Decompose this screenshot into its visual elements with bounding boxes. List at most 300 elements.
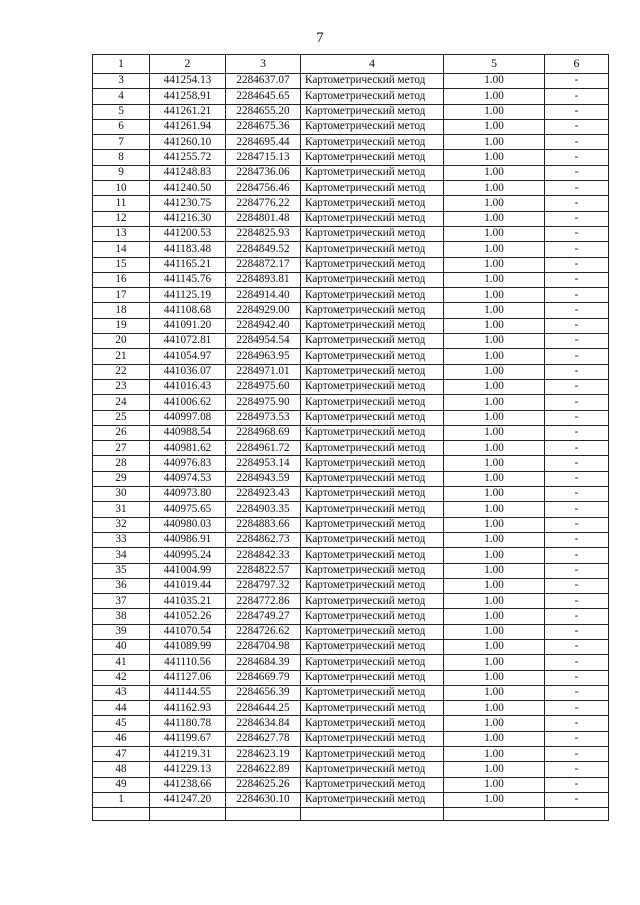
table-row	[93, 502, 609, 517]
table-row	[93, 517, 609, 532]
note-cell: -	[545, 135, 609, 150]
x-coordinate-cell: 441035.21	[150, 594, 226, 609]
method-cell: Картометрический метод	[301, 349, 444, 364]
method-cell: Картометрический метод	[301, 135, 444, 150]
y-coordinate-cell: 2284883.66	[226, 517, 301, 532]
empty-cell	[545, 808, 609, 821]
y-coordinate-cell: 2284943.59	[226, 471, 301, 486]
y-coordinate-cell: 2284772.86	[226, 594, 301, 609]
y-coordinate-cell: 2284695.44	[226, 135, 301, 150]
point-number-cell: 33	[93, 532, 150, 547]
y-coordinate-cell: 2284942.40	[226, 318, 301, 333]
accuracy-cell: 1.00	[444, 410, 545, 425]
x-coordinate-cell: 440981.62	[150, 441, 226, 456]
x-coordinate-cell: 441258.91	[150, 89, 226, 104]
table-row	[93, 211, 609, 226]
method-cell: Картометрический метод	[301, 655, 444, 670]
method-cell: Картометрический метод	[301, 471, 444, 486]
point-number-cell: 35	[93, 563, 150, 578]
point-number-cell: 30	[93, 487, 150, 502]
x-coordinate-cell: 441036.07	[150, 364, 226, 379]
empty-table-row	[93, 808, 609, 821]
point-number-cell: 38	[93, 609, 150, 624]
accuracy-cell: 1.00	[444, 517, 545, 532]
accuracy-cell: 1.00	[444, 563, 545, 578]
table-row	[93, 456, 609, 471]
point-number-cell: 47	[93, 747, 150, 762]
point-number-cell: 20	[93, 334, 150, 349]
note-cell: -	[545, 532, 609, 547]
table-row	[93, 150, 609, 165]
accuracy-cell: 1.00	[444, 165, 545, 180]
table-row	[93, 731, 609, 746]
table-row	[93, 639, 609, 654]
x-coordinate-cell: 440973.80	[150, 487, 226, 502]
y-coordinate-cell: 2284822.57	[226, 563, 301, 578]
y-coordinate-cell: 2284637.07	[226, 74, 301, 89]
accuracy-cell: 1.00	[444, 731, 545, 746]
table-header-row	[93, 55, 609, 74]
point-number-cell: 5	[93, 104, 150, 119]
note-cell: -	[545, 196, 609, 211]
note-cell: -	[545, 288, 609, 303]
accuracy-cell: 1.00	[444, 257, 545, 272]
empty-cell	[301, 808, 444, 821]
accuracy-cell: 1.00	[444, 578, 545, 593]
method-cell: Картометрический метод	[301, 150, 444, 165]
note-cell: -	[545, 655, 609, 670]
x-coordinate-cell: 441261.94	[150, 119, 226, 134]
note-cell: -	[545, 242, 609, 257]
y-coordinate-cell: 2284797.32	[226, 578, 301, 593]
accuracy-cell: 1.00	[444, 456, 545, 471]
x-coordinate-cell: 441070.54	[150, 624, 226, 639]
table-row	[93, 410, 609, 425]
point-number-cell: 4	[93, 89, 150, 104]
accuracy-cell: 1.00	[444, 609, 545, 624]
note-cell: -	[545, 441, 609, 456]
table-row	[93, 196, 609, 211]
accuracy-cell: 1.00	[444, 379, 545, 394]
y-coordinate-cell: 2284756.46	[226, 181, 301, 196]
y-coordinate-cell: 2284975.60	[226, 379, 301, 394]
table-row	[93, 303, 609, 318]
note-cell: -	[545, 762, 609, 777]
table-row	[93, 747, 609, 762]
header-col-5: 5	[444, 55, 545, 74]
y-coordinate-cell: 2284634.84	[226, 716, 301, 731]
point-number-cell: 13	[93, 226, 150, 241]
point-number-cell: 26	[93, 425, 150, 440]
x-coordinate-cell: 441016.43	[150, 379, 226, 394]
accuracy-cell: 1.00	[444, 502, 545, 517]
method-cell: Картометрический метод	[301, 685, 444, 700]
method-cell: Картометрический метод	[301, 104, 444, 119]
method-cell: Картометрический метод	[301, 441, 444, 456]
point-number-cell: 41	[93, 655, 150, 670]
y-coordinate-cell: 2284903.35	[226, 502, 301, 517]
x-coordinate-cell: 440986.91	[150, 532, 226, 547]
table-row	[93, 609, 609, 624]
method-cell: Картометрический метод	[301, 334, 444, 349]
note-cell: -	[545, 410, 609, 425]
x-coordinate-cell: 441019.44	[150, 578, 226, 593]
accuracy-cell: 1.00	[444, 747, 545, 762]
method-cell: Картометрический метод	[301, 272, 444, 287]
note-cell: -	[545, 104, 609, 119]
point-number-cell: 29	[93, 471, 150, 486]
x-coordinate-cell: 441255.72	[150, 150, 226, 165]
method-cell: Картометрический метод	[301, 318, 444, 333]
table-row	[93, 777, 609, 792]
header-col-1: 1	[93, 55, 150, 74]
x-coordinate-cell: 441006.62	[150, 395, 226, 410]
table-row	[93, 364, 609, 379]
method-cell: Картометрический метод	[301, 762, 444, 777]
accuracy-cell: 1.00	[444, 303, 545, 318]
accuracy-cell: 1.00	[444, 487, 545, 502]
table-row	[93, 257, 609, 272]
note-cell: -	[545, 303, 609, 318]
method-cell: Картометрический метод	[301, 639, 444, 654]
point-number-cell: 9	[93, 165, 150, 180]
empty-cell	[150, 808, 226, 821]
y-coordinate-cell: 2284893.81	[226, 272, 301, 287]
table-row	[93, 242, 609, 257]
note-cell: -	[545, 334, 609, 349]
note-cell: -	[545, 670, 609, 685]
x-coordinate-cell: 440974.53	[150, 471, 226, 486]
table-row	[93, 379, 609, 394]
x-coordinate-cell: 441247.20	[150, 792, 226, 807]
note-cell: -	[545, 395, 609, 410]
accuracy-cell: 1.00	[444, 226, 545, 241]
method-cell: Картометрический метод	[301, 364, 444, 379]
accuracy-cell: 1.00	[444, 364, 545, 379]
table-row	[93, 135, 609, 150]
method-cell: Картометрический метод	[301, 395, 444, 410]
accuracy-cell: 1.00	[444, 211, 545, 226]
y-coordinate-cell: 2284684.39	[226, 655, 301, 670]
y-coordinate-cell: 2284872.17	[226, 257, 301, 272]
method-cell: Картометрический метод	[301, 257, 444, 272]
y-coordinate-cell: 2284968.69	[226, 425, 301, 440]
x-coordinate-cell: 441165.21	[150, 257, 226, 272]
table-row	[93, 471, 609, 486]
method-cell: Картометрический метод	[301, 425, 444, 440]
method-cell: Картометрический метод	[301, 731, 444, 746]
method-cell: Картометрический метод	[301, 487, 444, 502]
point-number-cell: 42	[93, 670, 150, 685]
accuracy-cell: 1.00	[444, 288, 545, 303]
method-cell: Картометрический метод	[301, 379, 444, 394]
accuracy-cell: 1.00	[444, 532, 545, 547]
x-coordinate-cell: 441125.19	[150, 288, 226, 303]
point-number-cell: 46	[93, 731, 150, 746]
accuracy-cell: 1.00	[444, 135, 545, 150]
table-row	[93, 487, 609, 502]
table-row	[93, 594, 609, 609]
note-cell: -	[545, 150, 609, 165]
table-row	[93, 670, 609, 685]
note-cell: -	[545, 578, 609, 593]
method-cell: Картометрический метод	[301, 548, 444, 563]
accuracy-cell: 1.00	[444, 655, 545, 670]
table-row	[93, 349, 609, 364]
table-row	[93, 701, 609, 716]
x-coordinate-cell: 440988.54	[150, 425, 226, 440]
table-row	[93, 181, 609, 196]
method-cell: Картометрический метод	[301, 410, 444, 425]
y-coordinate-cell: 2284973.53	[226, 410, 301, 425]
method-cell: Картометрический метод	[301, 456, 444, 471]
table-row	[93, 318, 609, 333]
note-cell: -	[545, 257, 609, 272]
point-number-cell: 48	[93, 762, 150, 777]
point-number-cell: 49	[93, 777, 150, 792]
accuracy-cell: 1.00	[444, 425, 545, 440]
point-number-cell: 19	[93, 318, 150, 333]
method-cell: Картометрический метод	[301, 288, 444, 303]
accuracy-cell: 1.00	[444, 89, 545, 104]
y-coordinate-cell: 2284623.19	[226, 747, 301, 762]
accuracy-cell: 1.00	[444, 716, 545, 731]
header-col-3: 3	[226, 55, 301, 74]
method-cell: Картометрический метод	[301, 181, 444, 196]
y-coordinate-cell: 2284630.10	[226, 792, 301, 807]
x-coordinate-cell: 441054.97	[150, 349, 226, 364]
accuracy-cell: 1.00	[444, 594, 545, 609]
accuracy-cell: 1.00	[444, 792, 545, 807]
table-row	[93, 624, 609, 639]
point-number-cell: 24	[93, 395, 150, 410]
method-cell: Картометрический метод	[301, 670, 444, 685]
accuracy-cell: 1.00	[444, 471, 545, 486]
method-cell: Картометрический метод	[301, 716, 444, 731]
x-coordinate-cell: 441240.50	[150, 181, 226, 196]
note-cell: -	[545, 777, 609, 792]
accuracy-cell: 1.00	[444, 334, 545, 349]
accuracy-cell: 1.00	[444, 441, 545, 456]
x-coordinate-cell: 441089.99	[150, 639, 226, 654]
point-number-cell: 18	[93, 303, 150, 318]
accuracy-cell: 1.00	[444, 196, 545, 211]
method-cell: Картометрический метод	[301, 89, 444, 104]
x-coordinate-cell: 441127.06	[150, 670, 226, 685]
y-coordinate-cell: 2284929.00	[226, 303, 301, 318]
method-cell: Картометрический метод	[301, 701, 444, 716]
y-coordinate-cell: 2284655.20	[226, 104, 301, 119]
point-number-cell: 40	[93, 639, 150, 654]
header-col-2: 2	[150, 55, 226, 74]
table-row	[93, 532, 609, 547]
x-coordinate-cell: 441180.78	[150, 716, 226, 731]
table-row	[93, 74, 609, 89]
method-cell: Картометрический метод	[301, 502, 444, 517]
header-col-6: 6	[545, 55, 609, 74]
point-number-cell: 17	[93, 288, 150, 303]
table-row	[93, 226, 609, 241]
note-cell: -	[545, 716, 609, 731]
note-cell: -	[545, 685, 609, 700]
method-cell: Картометрический метод	[301, 517, 444, 532]
point-number-cell: 11	[93, 196, 150, 211]
accuracy-cell: 1.00	[444, 670, 545, 685]
y-coordinate-cell: 2284923.43	[226, 487, 301, 502]
accuracy-cell: 1.00	[444, 685, 545, 700]
method-cell: Картометрический метод	[301, 563, 444, 578]
x-coordinate-cell: 441052.26	[150, 609, 226, 624]
method-cell: Картометрический метод	[301, 777, 444, 792]
y-coordinate-cell: 2284726.62	[226, 624, 301, 639]
y-coordinate-cell: 2284961.72	[226, 441, 301, 456]
note-cell: -	[545, 517, 609, 532]
y-coordinate-cell: 2284842.33	[226, 548, 301, 563]
point-number-cell: 7	[93, 135, 150, 150]
note-cell: -	[545, 165, 609, 180]
note-cell: -	[545, 792, 609, 807]
point-number-cell: 12	[93, 211, 150, 226]
point-number-cell: 15	[93, 257, 150, 272]
note-cell: -	[545, 318, 609, 333]
y-coordinate-cell: 2284975.90	[226, 395, 301, 410]
y-coordinate-cell: 2284627.78	[226, 731, 301, 746]
table-row	[93, 548, 609, 563]
x-coordinate-cell: 440980.03	[150, 517, 226, 532]
accuracy-cell: 1.00	[444, 548, 545, 563]
empty-cell	[226, 808, 301, 821]
accuracy-cell: 1.00	[444, 104, 545, 119]
note-cell: -	[545, 639, 609, 654]
method-cell: Картометрический метод	[301, 578, 444, 593]
y-coordinate-cell: 2284644.25	[226, 701, 301, 716]
table-row	[93, 89, 609, 104]
x-coordinate-cell: 440976.83	[150, 456, 226, 471]
y-coordinate-cell: 2284622.89	[226, 762, 301, 777]
note-cell: -	[545, 563, 609, 578]
method-cell: Картометрический метод	[301, 226, 444, 241]
point-number-cell: 34	[93, 548, 150, 563]
y-coordinate-cell: 2284656.39	[226, 685, 301, 700]
y-coordinate-cell: 2284849.52	[226, 242, 301, 257]
note-cell: -	[545, 701, 609, 716]
y-coordinate-cell: 2284776.22	[226, 196, 301, 211]
note-cell: -	[545, 425, 609, 440]
note-cell: -	[545, 594, 609, 609]
y-coordinate-cell: 2284914.40	[226, 288, 301, 303]
note-cell: -	[545, 364, 609, 379]
method-cell: Картометрический метод	[301, 196, 444, 211]
y-coordinate-cell: 2284953.14	[226, 456, 301, 471]
note-cell: -	[545, 609, 609, 624]
x-coordinate-cell: 441261.21	[150, 104, 226, 119]
x-coordinate-cell: 441110.56	[150, 655, 226, 670]
x-coordinate-cell: 441144.55	[150, 685, 226, 700]
x-coordinate-cell: 441108.68	[150, 303, 226, 318]
method-cell: Картометрический метод	[301, 532, 444, 547]
point-number-cell: 14	[93, 242, 150, 257]
x-coordinate-cell: 441254.13	[150, 74, 226, 89]
method-cell: Картометрический метод	[301, 242, 444, 257]
point-number-cell: 45	[93, 716, 150, 731]
x-coordinate-cell: 441199.67	[150, 731, 226, 746]
note-cell: -	[545, 731, 609, 746]
table-row	[93, 655, 609, 670]
point-number-cell: 10	[93, 181, 150, 196]
accuracy-cell: 1.00	[444, 150, 545, 165]
accuracy-cell: 1.00	[444, 74, 545, 89]
accuracy-cell: 1.00	[444, 624, 545, 639]
method-cell: Картометрический метод	[301, 747, 444, 762]
point-number-cell: 31	[93, 502, 150, 517]
accuracy-cell: 1.00	[444, 119, 545, 134]
point-number-cell: 6	[93, 119, 150, 134]
x-coordinate-cell: 441238.66	[150, 777, 226, 792]
x-coordinate-cell: 441248.83	[150, 165, 226, 180]
method-cell: Картометрический метод	[301, 303, 444, 318]
x-coordinate-cell: 440997.08	[150, 410, 226, 425]
y-coordinate-cell: 2284971.01	[226, 364, 301, 379]
x-coordinate-cell: 440995.24	[150, 548, 226, 563]
table-row	[93, 288, 609, 303]
x-coordinate-cell: 441230.75	[150, 196, 226, 211]
point-number-cell: 3	[93, 74, 150, 89]
accuracy-cell: 1.00	[444, 181, 545, 196]
point-number-cell: 32	[93, 517, 150, 532]
y-coordinate-cell: 2284825.93	[226, 226, 301, 241]
note-cell: -	[545, 349, 609, 364]
method-cell: Картометрический метод	[301, 165, 444, 180]
y-coordinate-cell: 2284801.48	[226, 211, 301, 226]
method-cell: Картометрический метод	[301, 624, 444, 639]
point-number-cell: 36	[93, 578, 150, 593]
table-row	[93, 119, 609, 134]
point-number-cell: 39	[93, 624, 150, 639]
accuracy-cell: 1.00	[444, 272, 545, 287]
y-coordinate-cell: 2284669.79	[226, 670, 301, 685]
accuracy-cell: 1.00	[444, 318, 545, 333]
coordinates-table	[92, 54, 609, 821]
table-row	[93, 104, 609, 119]
point-number-cell: 22	[93, 364, 150, 379]
x-coordinate-cell: 441145.76	[150, 272, 226, 287]
note-cell: -	[545, 89, 609, 104]
point-number-cell: 44	[93, 701, 150, 716]
note-cell: -	[545, 471, 609, 486]
y-coordinate-cell: 2284704.98	[226, 639, 301, 654]
accuracy-cell: 1.00	[444, 777, 545, 792]
x-coordinate-cell: 441219.31	[150, 747, 226, 762]
note-cell: -	[545, 119, 609, 134]
note-cell: -	[545, 181, 609, 196]
table-row	[93, 165, 609, 180]
empty-cell	[93, 808, 150, 821]
point-number-cell: 37	[93, 594, 150, 609]
note-cell: -	[545, 74, 609, 89]
x-coordinate-cell: 441260.10	[150, 135, 226, 150]
empty-cell	[444, 808, 545, 821]
x-coordinate-cell: 441004.99	[150, 563, 226, 578]
table-row	[93, 792, 609, 807]
note-cell: -	[545, 211, 609, 226]
note-cell: -	[545, 379, 609, 394]
point-number-cell: 43	[93, 685, 150, 700]
method-cell: Картометрический метод	[301, 594, 444, 609]
table-row	[93, 425, 609, 440]
y-coordinate-cell: 2284963.95	[226, 349, 301, 364]
x-coordinate-cell: 441183.48	[150, 242, 226, 257]
table-row	[93, 395, 609, 410]
